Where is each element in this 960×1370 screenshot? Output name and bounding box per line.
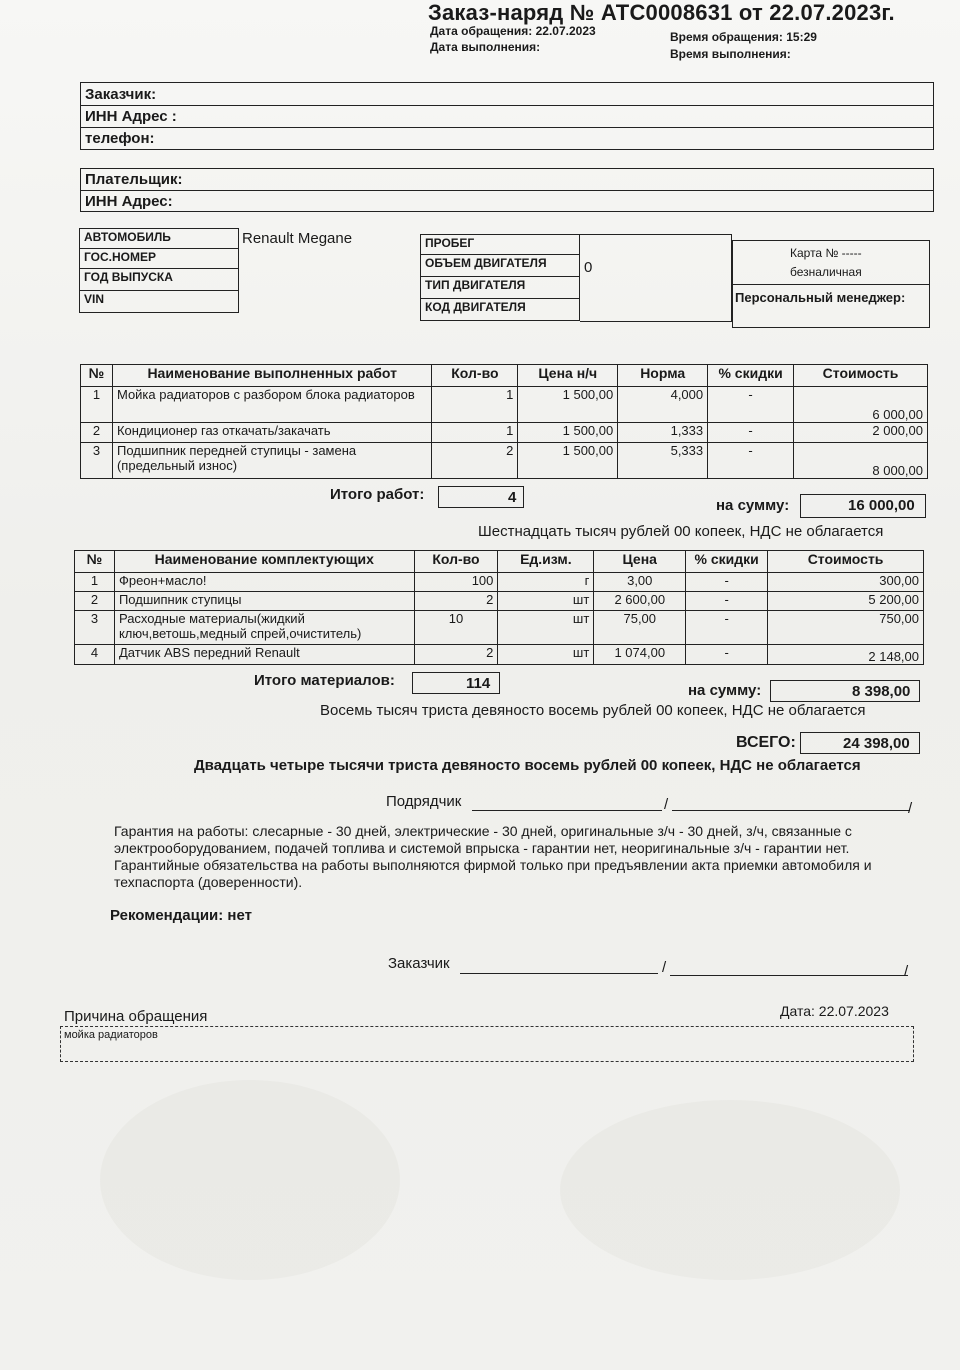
cell-qty: 2: [414, 592, 498, 611]
manager-label: Персональный менеджер:: [735, 290, 906, 305]
recommendations: Рекомендации: нет: [110, 907, 252, 924]
cell-price: 2 600,00: [594, 592, 686, 611]
slash: /: [662, 959, 667, 976]
cell-unit: шт: [498, 611, 594, 645]
col-header: №: [75, 551, 115, 573]
payer-inn-label: ИНН Адрес:: [85, 193, 173, 210]
divider: [80, 105, 934, 106]
contractor-sign-line: [472, 810, 662, 811]
col-header: Норма: [618, 365, 708, 387]
inn-address-label: ИНН Адрес :: [85, 108, 177, 125]
works-sum-value: 16 000,00: [848, 497, 915, 514]
auto-value: Renault Megane: [242, 230, 353, 247]
customer-sign-label: Заказчик: [388, 955, 450, 972]
cell-n: 3: [81, 443, 113, 479]
col-header: Цена н/ч: [518, 365, 618, 387]
cell-norm: 1,333: [618, 423, 708, 443]
table-row: [75, 611, 924, 645]
cell-name: Мойка радиаторов с разбором блока радиаторов: [112, 387, 432, 423]
customer-sign-line: [460, 973, 658, 974]
card-label: Карта № -----: [790, 246, 862, 260]
cell-cost: 2 000,00: [794, 423, 928, 443]
payer-label: Плательщик:: [85, 171, 183, 188]
cell-qty: 10: [414, 611, 498, 645]
cell-discount: -: [686, 611, 768, 645]
table-row: [81, 423, 928, 443]
parts-sum-label: на сумму:: [688, 682, 762, 699]
engine-volume-value: 0: [584, 259, 593, 276]
paper-stain: [100, 1080, 400, 1280]
slash: /: [904, 963, 909, 980]
col-header: % скидки: [708, 365, 794, 387]
cell-unit: шт: [498, 592, 594, 611]
plate-label: ГОС.НОМЕР: [80, 249, 239, 269]
cell-price: 1 500,00: [518, 387, 618, 423]
completion-date: Дата выполнения:: [430, 40, 541, 54]
cell-price: 1 074,00: [594, 645, 686, 665]
cell-name: Подшипник передней ступицы - замена (предельный износ): [112, 443, 432, 479]
cell-qty: 1: [432, 423, 518, 443]
cell-norm: 5,333: [618, 443, 708, 479]
customer-label: Заказчик:: [85, 86, 157, 103]
cell-n: 1: [75, 573, 115, 592]
engine-volume-label: ОБЪЕМ ДВИГАТЕЛЯ: [421, 255, 580, 277]
works-total-label: Итого работ:: [330, 486, 425, 503]
col-header: Стоимость: [794, 365, 928, 387]
table-row: [75, 592, 924, 611]
cell-discount: -: [686, 645, 768, 665]
cell-price: 1 500,00: [518, 423, 618, 443]
divider: [732, 284, 930, 285]
engine-code-label: КОД ДВИГАТЕЛЯ: [421, 299, 580, 321]
cell-discount: -: [686, 592, 768, 611]
car-labels-table: [79, 228, 239, 313]
footer-date: Дата: 22.07.2023: [780, 1003, 889, 1019]
grand-total-value: 24 398,00: [843, 735, 910, 752]
cell-cost: 8 000,00: [794, 443, 928, 479]
col-header: Стоимость: [768, 551, 924, 573]
cell-cost: 6 000,00: [794, 387, 928, 423]
cell-unit: г: [498, 573, 594, 592]
col-header: Цена: [594, 551, 686, 573]
cell-name: Расходные материалы(жидкий ключ,ветошь,медный спрей,очиститель): [114, 611, 414, 645]
cell-price: 1 500,00: [518, 443, 618, 479]
grand-total-words: Двадцать четыре тысячи триста девяносто восемь рублей 00 копеек, НДС не облагается: [194, 757, 861, 774]
grand-total-label: ВСЕГО:: [736, 734, 796, 751]
works-sum-label: на сумму:: [716, 497, 790, 514]
auto-label: АВТОМОБИЛЬ: [80, 229, 239, 249]
reason-value: мойка радиаторов: [64, 1029, 158, 1041]
engine-values-box: [580, 234, 732, 322]
completion-time: Время выполнения:: [670, 47, 791, 61]
divider: [80, 127, 934, 128]
parts-sum-words: Восемь тысяч триста девяносто восемь рублей 00 копеек, НДС не облагается: [320, 702, 866, 719]
contractor-name-line: [672, 810, 910, 811]
cell-price: 3,00: [594, 573, 686, 592]
customer-box: [80, 82, 934, 150]
col-header: Наименование комплектующих: [114, 551, 414, 573]
engine-type-label: ТИП ДВИГАТЕЛЯ: [421, 277, 580, 299]
parts-sum-value: 8 398,00: [852, 683, 911, 700]
cell-n: 1: [81, 387, 113, 423]
divider: [80, 190, 934, 191]
col-header: Кол-во: [414, 551, 498, 573]
paper-stain: [560, 1100, 900, 1280]
payment-type: безналичная: [790, 265, 862, 279]
cell-price: 75,00: [594, 611, 686, 645]
contractor-label: Подрядчик: [386, 793, 462, 810]
col-header: % скидки: [686, 551, 768, 573]
cell-n: 2: [75, 592, 115, 611]
reason-label: Причина обращения: [64, 1008, 208, 1025]
vin-label: VIN: [80, 291, 239, 313]
col-header: Наименование выполненных работ: [112, 365, 432, 387]
cell-discount: -: [708, 443, 794, 479]
parts-total-label: Итого материалов:: [254, 672, 395, 689]
mileage-label: ПРОБЕГ: [421, 235, 580, 255]
cell-cost: 2 148,00: [768, 645, 924, 665]
slash: /: [908, 800, 913, 817]
cell-cost: 300,00: [768, 573, 924, 592]
parts-table: [74, 550, 924, 665]
cell-cost: 750,00: [768, 611, 924, 645]
cell-qty: 100: [414, 573, 498, 592]
col-header: Кол-во: [432, 365, 518, 387]
phone-label: телефон:: [85, 130, 155, 147]
parts-total-qty: 114: [466, 675, 491, 692]
year-label: ГОД ВЫПУСКА: [80, 269, 239, 291]
cell-norm: 4,000: [618, 387, 708, 423]
cell-unit: шт: [498, 645, 594, 665]
cell-n: 3: [75, 611, 115, 645]
cell-qty: 2: [414, 645, 498, 665]
works-table: [80, 364, 928, 479]
cell-name: Кондиционер газ откачать/закачать: [112, 423, 432, 443]
document-title: Заказ-наряд № АТС0008631 от 22.07.2023г.: [428, 0, 895, 25]
cell-n: 4: [75, 645, 115, 665]
slash: /: [664, 796, 669, 813]
col-header: Ед.изм.: [498, 551, 594, 573]
cell-cost: 5 200,00: [768, 592, 924, 611]
cell-n: 2: [81, 423, 113, 443]
customer-name-line: [670, 975, 908, 976]
cell-name: Фреон+масло!: [114, 573, 414, 592]
cell-qty: 2: [432, 443, 518, 479]
cell-discount: -: [708, 423, 794, 443]
warranty-text: Гарантия на работы: слесарные - 30 дней, электрические - 30 дней, оригинальные з/ч - 30 дней, з/ч, связанные с электрооборудованием, подачей топлива и системой впрыска - гарантии нет, неоригинальные з/ч - гарантии нет. Гарантийные обязательства на работы выполняются фирмой только при предъявлении акта приемки автомобиля и техпаспорта (доверенности).: [114, 823, 872, 890]
works-sum-words: Шестнадцать тысяч рублей 00 копеек, НДС не облагается: [478, 523, 884, 540]
cell-discount: -: [686, 573, 768, 592]
cell-name: Подшипник ступицы: [114, 592, 414, 611]
reason-box: [60, 1026, 914, 1062]
table-row: [75, 573, 924, 592]
request-time: Время обращения: 15:29: [670, 30, 817, 44]
col-header: №: [81, 365, 113, 387]
cell-qty: 1: [432, 387, 518, 423]
engine-labels-table: [420, 234, 580, 321]
cell-discount: -: [708, 387, 794, 423]
table-row: [81, 387, 928, 423]
table-row: [81, 443, 928, 479]
request-date: Дата обращения: 22.07.2023: [430, 24, 596, 38]
table-row: [75, 645, 924, 665]
cell-name: Датчик ABS передний Renault: [114, 645, 414, 665]
works-total-qty: 4: [508, 489, 517, 506]
